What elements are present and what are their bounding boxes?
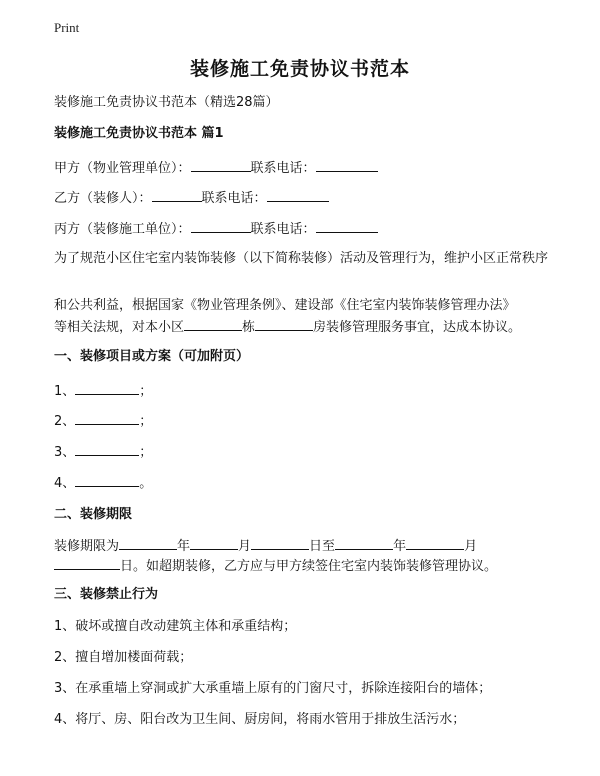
party-b-label: 乙方（装修人）： [54,191,152,206]
list-item: 3、在承重墙上穿洞或扩大承重墙上原有的门窗尺寸，拆除连接阳台的墙体； [54,681,492,696]
paragraph-2-post: 房装修管理服务事宜，达成本协议。 [313,320,522,335]
start-year-blank [119,535,177,550]
party-b-phone-blank [267,187,329,202]
paragraph-1: 为了规范小区住宅室内装饰装修（以下简称装修）活动及管理行为，维护小区正常秩序 [54,251,549,266]
list-item: 4、将厅、房、阳台改为卫生间、厨房间，将雨水管用于排放生活污水； [54,712,466,727]
item-number: 1、 [54,384,76,399]
period-day-to: 日至 [309,539,336,554]
period-month: 月 [238,539,252,554]
period-year: 年 [177,539,191,554]
party-c-line [54,218,554,240]
paragraph-2-line-2 [54,316,554,338]
end-year-blank [335,535,393,550]
start-month-blank [190,535,238,550]
item-number: 2、 [54,414,76,429]
end-month-blank [406,535,464,550]
period-year-2: 年 [393,539,407,554]
item-blank [75,472,139,487]
print-link[interactable]: Print [54,20,80,35]
subtitle: 装修施工免责协议书范本（精选28篇） [54,95,279,110]
party-a-label: 甲方（物业管理单位）： [54,161,191,176]
heading-1: 一、装修项目或方案（可加附页） [54,349,250,364]
start-day-blank [251,535,309,550]
item-blank [75,441,139,456]
party-c-phone-blank [316,218,378,233]
party-a-line [54,157,554,179]
paragraph-2-mid: 栋 [242,320,256,335]
party-c-blank [191,218,251,233]
heading-3: 三、装修禁止行为 [54,587,159,602]
party-c-label: 丙方（装修施工单位）： [54,222,191,237]
end-day-blank [54,555,120,570]
list-item [54,472,554,494]
party-b-blank [152,187,202,202]
list-item [54,441,554,463]
period-pre: 装修期限为 [54,539,120,554]
building-blank [184,316,242,331]
party-c-contact-label: 联系电话： [250,222,316,237]
period-end: 日。如超期装修，乙方应与甲方续签住宅室内装饰装修管理协议。 [120,559,498,574]
period-line-1 [54,535,554,557]
heading-2: 二、装修期限 [54,507,133,522]
party-a-blank [191,157,251,172]
item-blank [75,380,139,395]
list-item: 1、破坏或擅自改动建筑主体和承重结构； [54,619,297,634]
item-blank [75,410,139,425]
item-number: 3、 [54,445,76,460]
item-end: ； [139,384,153,399]
list-item [54,380,554,402]
room-blank [255,316,313,331]
party-b-contact-label: 联系电话： [201,191,267,206]
document-title: 装修施工免责协议书范本 [189,58,410,80]
paragraph-2-pre: 等相关法规，对本小区 [54,320,185,335]
list-item [54,410,554,432]
period-month-2: 月 [464,539,478,554]
list-item: 2、擅自增加楼面荷载； [54,650,193,665]
paragraph-2-line-1: 和公共利益，根据国家《物业管理条例》、建设部《住宅室内装饰装修管理办法》 [54,298,516,313]
section-heading: 装修施工免责协议书范本 篇1 [54,126,224,141]
party-b-line [54,187,554,209]
item-end: 。 [139,476,153,491]
party-a-phone-blank [316,157,378,172]
item-end: ； [139,414,153,429]
item-end: ； [139,445,153,460]
party-a-contact-label: 联系电话： [250,161,316,176]
item-number: 4、 [54,476,76,491]
period-line-2 [54,555,554,577]
